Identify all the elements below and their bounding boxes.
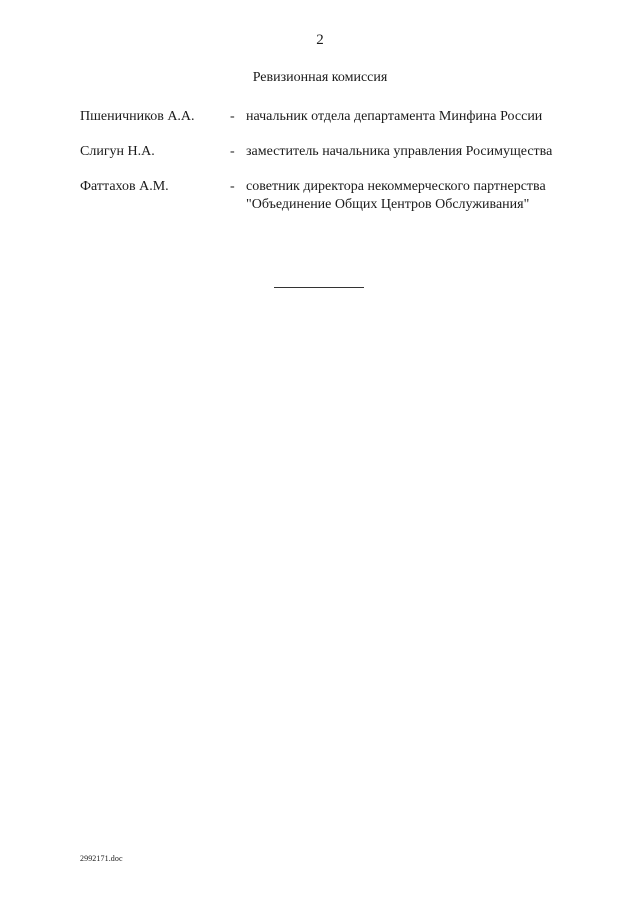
page-number: 2 (316, 32, 324, 48)
member-name: Пшеничников А.А. (80, 109, 195, 124)
commission-members-list (80, 108, 600, 231)
member-row (80, 178, 600, 214)
member-name: Фаттахов А.М. (80, 179, 169, 194)
member-row (80, 108, 600, 126)
member-dash: - (230, 179, 235, 194)
document-file-reference: 2992171.doc (80, 854, 123, 863)
member-position: начальник отдела департамента Минфина России (246, 109, 543, 124)
member-position: советник директора некоммерческого партнерства "Объединение Общих Центров Обслуживания" (246, 179, 546, 212)
member-dash: - (230, 144, 235, 159)
member-position: заместитель начальника управления Росимущества (246, 144, 553, 159)
section-title: Ревизионная комиссия (252, 70, 388, 85)
member-name: Слигун Н.А. (80, 144, 155, 159)
member-dash: - (230, 109, 235, 124)
member-row (80, 143, 600, 161)
closing-divider (274, 287, 364, 288)
